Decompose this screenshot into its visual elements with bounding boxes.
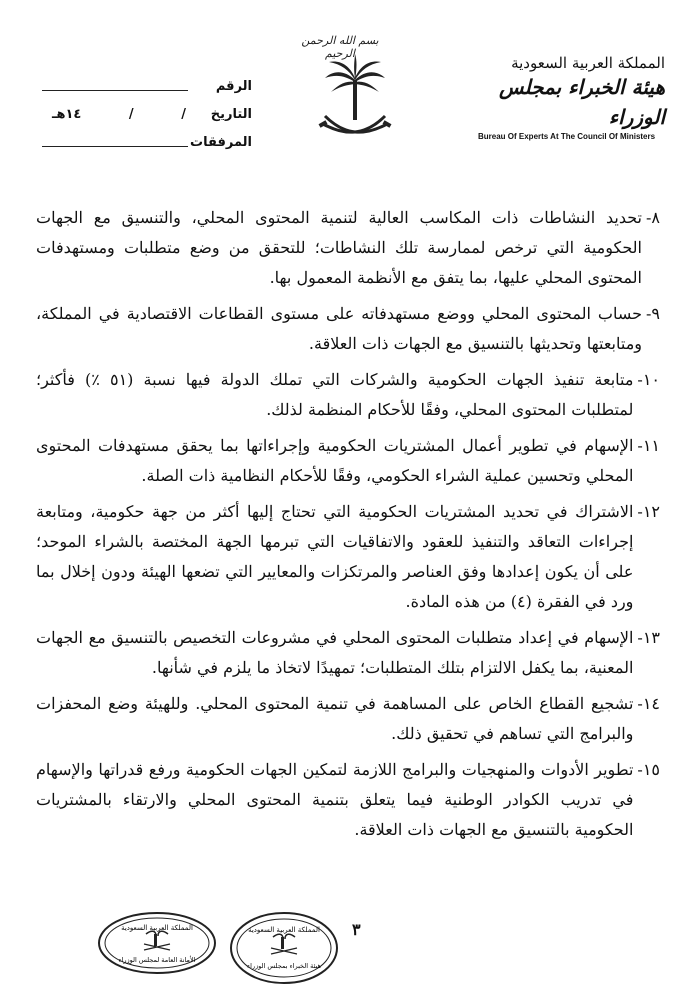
item-text: الإسهام في تطوير أعمال المشتريات الحكومية وإجراءاتها بما يحقق مستهدفات المحتوى المحلي وتحسين عملية الشراء الحكومي، وفقًا للأحكام النظامية ذات الصلة. <box>36 436 634 485</box>
list-item <box>36 623 660 683</box>
seal-subtext: هيئة الخبراء بمجلس الوزراء <box>247 962 321 970</box>
official-seal-icon <box>228 910 340 986</box>
item-number: ١٥- <box>637 760 660 779</box>
page-number: ٣ <box>352 920 361 939</box>
attachments-line <box>42 132 188 147</box>
attachments-label: المرفقات <box>190 135 252 150</box>
item-number: ١٣- <box>637 628 660 647</box>
org-english-name: Bureau Of Experts At The Council Of Ministers <box>478 132 656 141</box>
seal-text: المملكة العربية السعودية <box>248 926 320 934</box>
item-text: متابعة تنفيذ الجهات الحكومية والشركات التي تملك الدولة فيها نسبة (٥١ ٪) فأكثر؛ لمتطلبات المحتوى المحلي، وفقًا للأحكام المنظمة لذلك. <box>36 370 634 419</box>
item-number: ١٤- <box>637 694 660 713</box>
date-slash: / <box>128 107 134 122</box>
org-arabic-name: هيئة الخبراء بمجلس الوزراء <box>498 75 665 129</box>
list-item <box>36 689 660 749</box>
date-label: التاريخ <box>210 107 252 122</box>
basmala: بسم الله الرحمن الرحيم <box>301 34 379 60</box>
number-label: الرقم <box>215 79 252 94</box>
letterhead <box>0 0 700 160</box>
item-text: حساب المحتوى المحلي ووضع مستهدفاته على مستوى القطاعات الاقتصادية في المملكة، ومتابعتها وتحديثها بالتنسيق مع الجهات ذات العلاقة. <box>36 304 643 353</box>
list-item <box>36 431 660 491</box>
saudi-emblem-icon <box>315 52 395 144</box>
date-slash: / <box>181 107 186 122</box>
list-item <box>36 203 660 293</box>
official-seal-icon <box>96 910 218 976</box>
item-number: ٨- <box>646 208 660 227</box>
item-text: تحديد النشاطات ذات المكاسب العالية لتنمية المحتوى المحلي، والتنسيق مع الجهات الحكومية التي ترخص لممارسة تلك النشاطات؛ للتحقق من وضع متطلبات ومستهدفات المحتوى المحلي عليها، بما يتفق مع الأنظمة المعمول بها. <box>36 208 643 287</box>
reference-fields <box>42 66 252 150</box>
seal-text: المملكة العربية السعودية <box>121 924 193 932</box>
item-number: ١٢- <box>637 502 660 521</box>
item-number: ٩- <box>646 304 660 323</box>
item-number: ١٠- <box>637 370 660 389</box>
date-value <box>42 107 192 122</box>
item-text: الاشتراك في تحديد المشتريات الحكومية التي تحتاج إليها أكثر من جهة حكومية، ومتابعة إجراءات التعاقد والتنفيذ للعقود والاتفاقيات التي تبرمها الجهة المختصة بالشراء الموحد؛ على أن يكون إعدادها وفق العناصر والمرتكزات والمعايير التي تضعها الهيئة ودون إخلال بما ورد في الفقرة (٤) من هذه المادة. <box>36 502 634 611</box>
document-body <box>36 203 660 851</box>
item-text: الإسهام في إعداد متطلبات المحتوى المحلي في مشروعات التخصيص بالتنسيق مع الجهات المعنية، بما يكفل الالتزام بتلك المتطلبات؛ تمهيدًا لاتخاذ ما يلزم في شأنها. <box>36 628 634 677</box>
org-country-name: المملكة العربية السعودية <box>511 54 665 72</box>
list-item <box>36 755 660 845</box>
date-year-suffix: ١٤هـ <box>52 107 82 122</box>
item-text: تشجيع القطاع الخاص على المساهمة في تنمية المحتوى المحلي. وللهيئة وضع المحفزات والبرامج التي تساهم في تحقيق ذلك. <box>36 694 634 743</box>
organization-logo <box>460 54 665 141</box>
list-item <box>36 299 660 359</box>
date-field <box>42 94 252 122</box>
number-field <box>42 66 252 94</box>
seal-subtext: الأمانة العامة لمجلس الوزراء <box>118 956 196 964</box>
number-line <box>42 76 188 91</box>
item-number: ١١- <box>637 436 660 455</box>
list-item <box>36 365 660 425</box>
item-text: تطوير الأدوات والمنهجيات والبرامج اللازمة لتمكين الجهات الحكومية ورفع قدراتها والإسهام في تدريب الكوادر الوطنية فيما يتعلق بتنمية المحتوى المحلي والارتقاء بالمشتريات الحكومية بالتنسيق مع الجهات ذات العلاقة. <box>36 760 634 839</box>
list-item <box>36 497 660 617</box>
attachments-field <box>42 122 252 150</box>
page-footer <box>0 900 700 1000</box>
